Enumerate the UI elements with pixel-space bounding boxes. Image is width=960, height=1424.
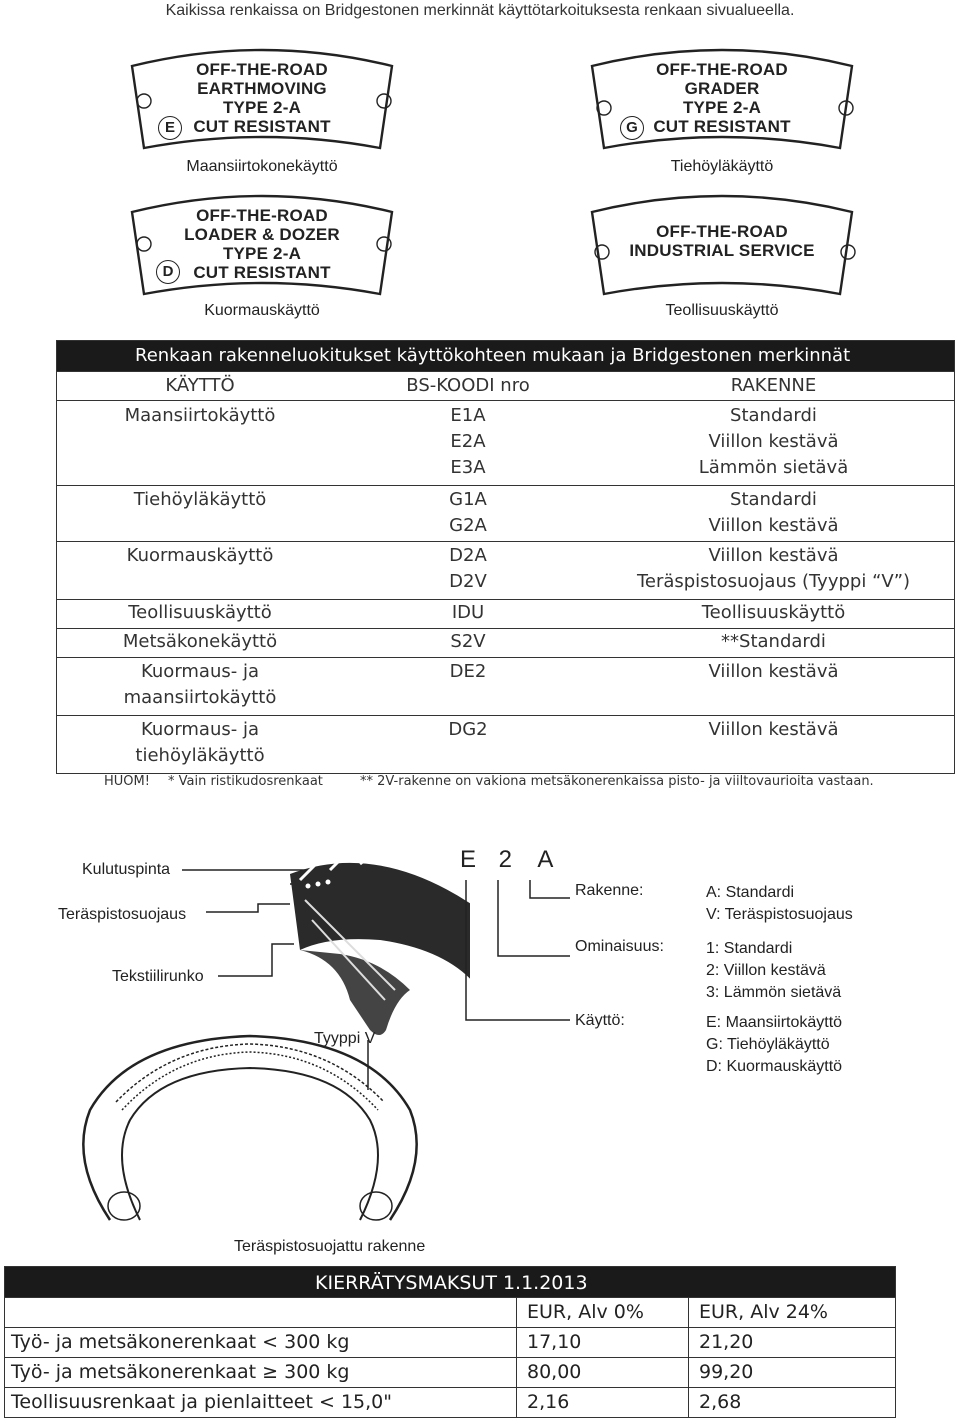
badge-line: OFF-THE-ROAD	[196, 60, 328, 79]
table-row	[57, 485, 954, 541]
cell-use: Teollisuuskäyttö	[128, 602, 272, 623]
legend-value: E: Maansiirtokäyttö	[706, 1014, 843, 1031]
cell-code: G2A	[449, 515, 487, 536]
classification-title: Renkaan rakenneluokitukset käyttökohteen mukaan ja Bridgestonen merkinnät	[57, 341, 954, 371]
cell-use: Metsäkonekäyttö	[122, 631, 278, 652]
badge-caption: Tiehöyläkäyttö	[670, 158, 774, 175]
cell-code: D2V	[449, 571, 487, 592]
legend-label-property: Ominaisuus:	[575, 938, 664, 955]
cell-code: DE2	[449, 661, 487, 682]
cell-code: G1A	[449, 489, 487, 510]
badge-caption: Teollisuuskäyttö	[665, 302, 779, 319]
legend-values-property	[706, 938, 841, 1004]
fee-cell-vat0: 80,00	[517, 1358, 689, 1387]
column-header: BS-KOODI nro	[406, 375, 530, 396]
legend-value: G: Tiehöyläkäyttö	[706, 1036, 830, 1053]
badge-line: TYPE 2-A	[222, 98, 302, 117]
badge-text	[582, 222, 862, 260]
legend-values-use	[706, 1012, 842, 1078]
label-steel-protection: Teräspistosuojaus	[58, 906, 187, 923]
cell-structure: Standardi	[730, 489, 817, 510]
badge-line: EARTHMOVING	[197, 79, 327, 98]
cell-structure: Viillon kestävä	[708, 661, 839, 682]
fee-cell-vat24: 2,68	[699, 1391, 742, 1413]
badge-caption: Kuormauskäyttö	[204, 302, 320, 319]
cell-structure: Teollisuuskäyttö	[701, 602, 846, 623]
cell-structure: Viillon kestävä	[708, 431, 839, 452]
fee-title: KIERRÄTYSMAKSUT 1.1.2013	[5, 1267, 895, 1297]
badge-line: TYPE 2-A	[682, 98, 762, 117]
legend-value: V: Teräspistosuojaus	[706, 906, 853, 923]
cell-use: Kuormauskäyttö	[126, 545, 274, 566]
cell-use: maansiirtokäyttö	[123, 687, 277, 708]
badge-line: CUT RESISTANT	[193, 117, 331, 136]
table-row	[57, 715, 954, 773]
classification-table	[56, 340, 955, 774]
cell-code: D2A	[449, 545, 487, 566]
label-textile-carcass: Tekstiilirunko	[112, 968, 204, 985]
cell-structure: Viillon kestävä	[708, 515, 839, 536]
table-row	[5, 1357, 895, 1387]
table-row	[57, 599, 954, 628]
fee-header-row	[5, 1297, 895, 1327]
badge-line: LOADER & DOZER	[184, 225, 340, 244]
cell-use: Kuormaus- ja	[140, 719, 259, 740]
fee-cell-category: Teollisuusrenkaat ja pienlaitteet < 15,0"	[5, 1388, 517, 1417]
column-header: RAKENNE	[730, 375, 817, 396]
tire-diagram	[50, 840, 470, 1250]
legend-label-structure: Rakenne:	[575, 882, 644, 899]
badge-line: GRADER	[684, 79, 760, 98]
note-forestry: ** 2V-rakenne on vakiona metsäkonerenkaissa pisto- ja viiltovaurioita vastaan.	[360, 774, 874, 789]
tire-tread-icon	[290, 848, 470, 1035]
cell-use: tiehöyläkäyttö	[135, 745, 265, 766]
sidewall-badge-earthmoving	[122, 46, 402, 196]
legend-value: A: Standardi	[706, 884, 795, 901]
badge-letter: D	[156, 260, 180, 284]
badge-line: INDUSTRIAL SERVICE	[629, 241, 815, 260]
cell-structure: Teräspistosuojaus (Tyyppi “V”)	[636, 571, 911, 592]
legend-label-use: Käyttö:	[575, 1012, 625, 1029]
cell-use: Maansiirtokäyttö	[124, 405, 276, 426]
column-header: EUR, Alv 0%	[517, 1298, 689, 1327]
code-letter: A	[537, 846, 556, 873]
fee-cell-category: Työ- ja metsäkonerenkaat < 300 kg	[5, 1328, 517, 1357]
cell-code: E1A	[450, 405, 486, 426]
legend-value: 2: Viillon kestävä	[706, 962, 826, 979]
legend-value: 1: Standardi	[706, 940, 793, 957]
badge-letter: E	[158, 116, 182, 140]
table-row	[57, 628, 954, 657]
column-header: KÄYTTÖ	[165, 375, 235, 396]
cell-use: Kuormaus- ja	[140, 661, 259, 682]
code-leader-lines	[460, 876, 580, 1026]
legend-values-structure	[706, 882, 853, 926]
fee-cell-vat24: 99,20	[699, 1361, 754, 1383]
code-letter: E	[460, 846, 479, 873]
legend-value: D: Kuormauskäyttö	[706, 1058, 843, 1075]
cell-structure: **Standardi	[721, 631, 826, 652]
column-header: EUR, Alv 24%	[699, 1301, 828, 1323]
column-header	[5, 1298, 517, 1327]
table-row	[5, 1387, 895, 1417]
cell-code: DG2	[448, 719, 488, 740]
fee-cell-category: Työ- ja metsäkonerenkaat ≥ 300 kg	[5, 1358, 517, 1387]
label-type-v: Tyyppi V	[314, 1030, 376, 1047]
table-row	[57, 657, 954, 715]
sidewall-badge-loader-dozer	[122, 192, 402, 332]
table-header-row	[57, 371, 954, 400]
badge-line: OFF-THE-ROAD	[196, 206, 328, 225]
cell-structure: Viillon kestävä	[708, 719, 839, 740]
cell-use: Tiehöyläkäyttö	[133, 489, 267, 510]
intro-text: Kaikissa renkaissa on Bridgestonen merkinnät käyttötarkoituksesta renkaan sivualueella.	[165, 2, 795, 19]
recycling-fee-table	[4, 1266, 896, 1418]
sidewall-badge-grader	[582, 46, 862, 196]
note-cross-ply: * Vain ristikudosrenkaat	[168, 774, 323, 789]
cell-code: E2A	[450, 431, 486, 452]
tire-cross-section-icon	[83, 1036, 416, 1220]
code-letters	[460, 846, 567, 874]
badge-line: CUT RESISTANT	[653, 117, 791, 136]
table-row	[57, 400, 954, 485]
cell-structure: Standardi	[730, 405, 817, 426]
code-letter: 2	[498, 846, 515, 873]
badge-line: OFF-THE-ROAD	[656, 222, 788, 241]
fee-cell-vat0: 17,10	[517, 1328, 689, 1357]
table-row	[5, 1327, 895, 1357]
sidewall-badge-industrial	[582, 192, 862, 332]
cell-structure: Lämmön sietävä	[698, 457, 849, 478]
label-tread: Kulutuspinta	[82, 861, 171, 878]
label-steel-protected-structure: Teräspistosuojattu rakenne	[234, 1238, 426, 1255]
cell-code: E3A	[450, 457, 486, 478]
fee-cell-vat24: 21,20	[699, 1331, 754, 1353]
legend-value: 3: Lämmön sietävä	[706, 984, 842, 1001]
badge-line: CUT RESISTANT	[193, 263, 331, 282]
badge-caption: Maansiirtokonekäyttö	[186, 158, 338, 175]
table-row	[57, 541, 954, 599]
badge-line: TYPE 2-A	[222, 244, 302, 263]
badge-line: OFF-THE-ROAD	[656, 60, 788, 79]
cell-code: S2V	[450, 631, 486, 652]
badge-letter: G	[620, 116, 644, 140]
fee-cell-vat0: 2,16	[517, 1388, 689, 1417]
cell-code: IDU	[451, 602, 485, 623]
cell-structure: Viillon kestävä	[708, 545, 839, 566]
note-label: HUOM!	[104, 774, 150, 789]
